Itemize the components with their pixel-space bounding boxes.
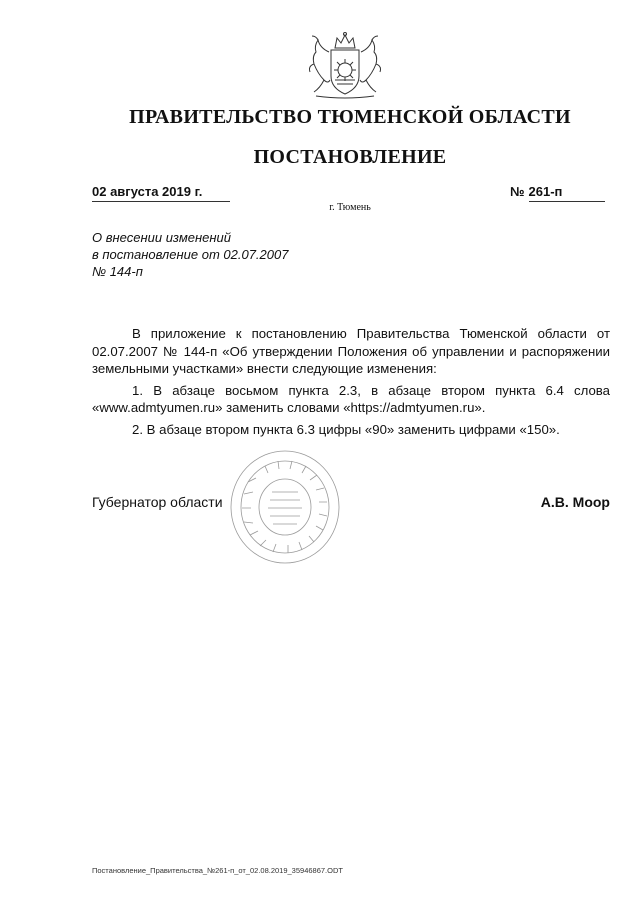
document-date: 02 августа 2019 г. (92, 184, 230, 202)
body-paragraph-intro: В приложение к постановлению Правительства Тюменской области от 02.07.2007 № 144-п «Об утверждении Положения об управлении и распоряжении земельными участками» внести следующие изменения: (92, 326, 610, 376)
signatory-position: Губернатор области (92, 494, 223, 510)
subject-line: № 144-п (92, 264, 143, 279)
signatory-name: А.В. Моор (540, 494, 610, 510)
document-subject (92, 229, 288, 280)
footer-filename: Постановление_Правительства_№261-п_от_02.08.2019_35946867.ODT (92, 866, 343, 875)
document-type-title: ПОСТАНОВЛЕНИЕ (253, 146, 447, 168)
facsimile-seal-icon (228, 448, 342, 566)
document-city: г. Тюмень (329, 202, 371, 213)
body-paragraph-item-2: 2. В абзаце втором пункта 6.3 цифры «90» заменить цифрами «150». (132, 421, 560, 437)
document-body (92, 325, 610, 438)
number-sign: № (510, 184, 525, 199)
organization-title: ПРАВИТЕЛЬСТВО ТЮМЕНСКОЙ ОБЛАСТИ (129, 106, 571, 128)
tyumen-coat-of-arms-icon (302, 30, 388, 102)
body-paragraph-item-1: 1. В абзаце восьмом пункта 2.3, в абзаце втором пункта 6.4 слова «www.admtyumen.ru» заменить словами «https://admtyumen.ru». (92, 382, 610, 415)
number-value: 261-п (529, 184, 605, 202)
document-number (510, 184, 605, 202)
subject-line: в постановление от 02.07.2007 (92, 247, 289, 262)
subject-line: О внесении изменений (92, 230, 231, 245)
